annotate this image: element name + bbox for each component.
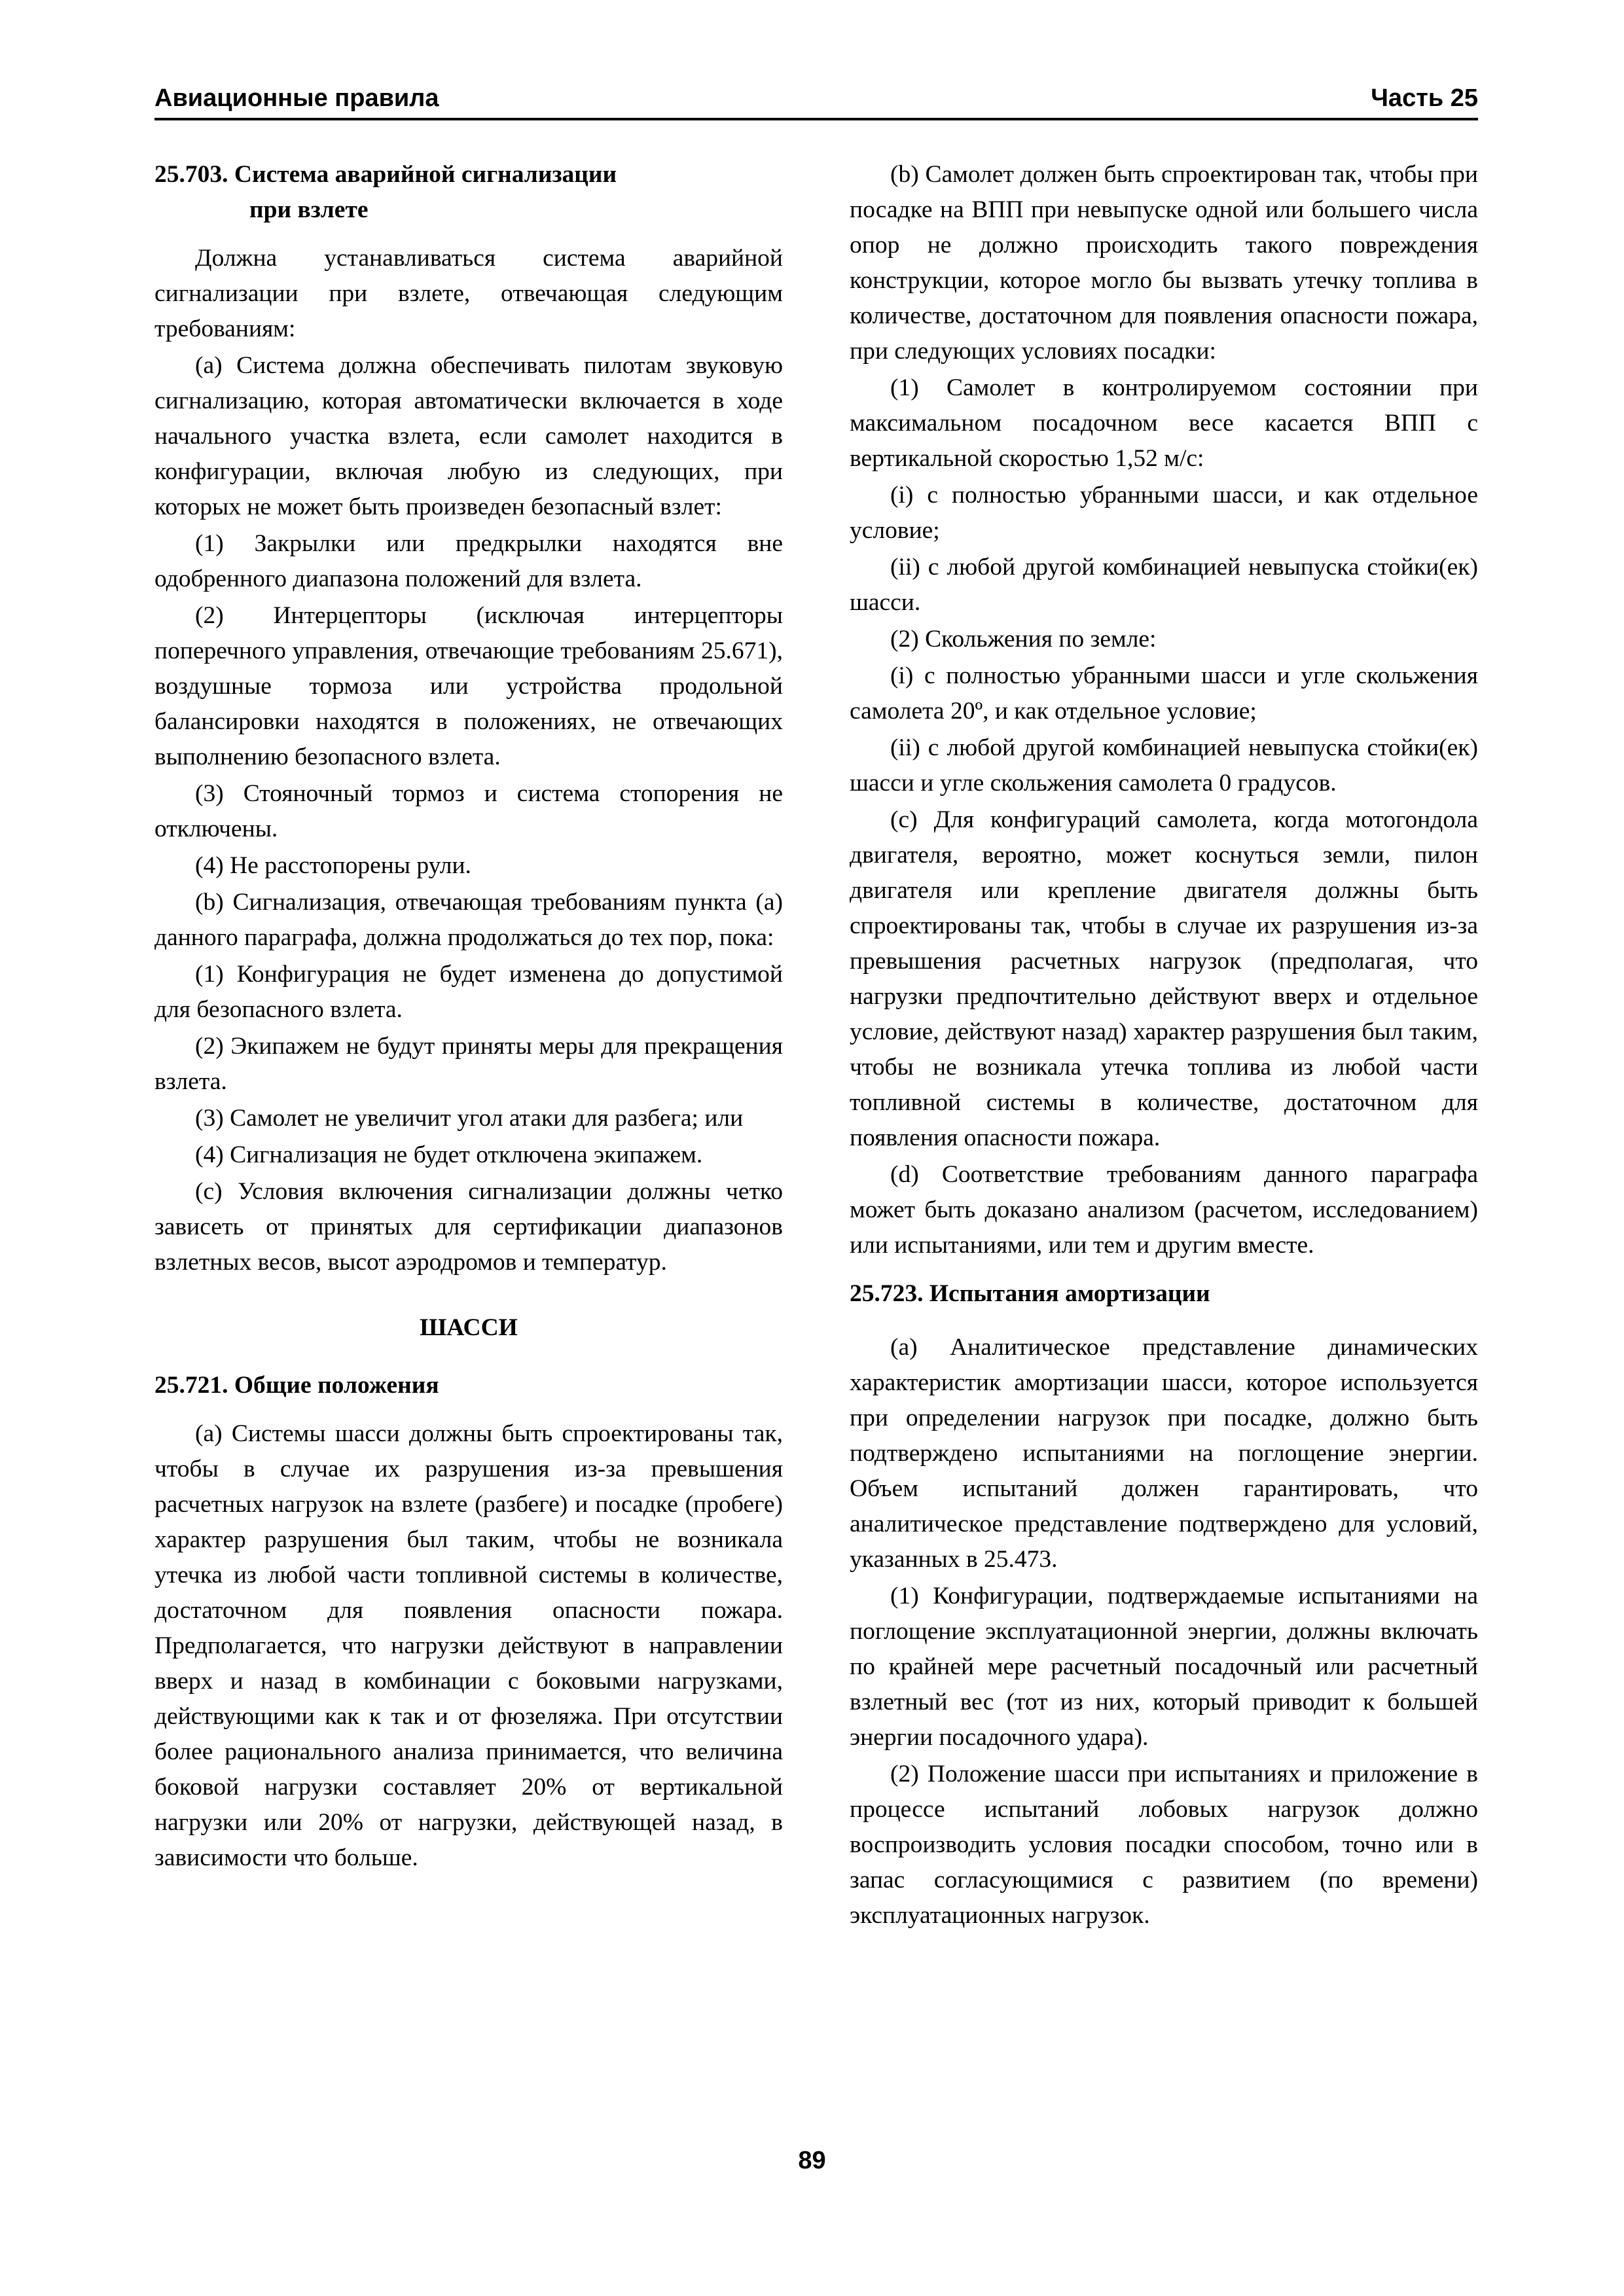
paragraph: (а) Аналитическое представление динамических характеристик амортизации шасси, которое используется при определении нагрузок при посадке, должно быть подтверждено испытаниями на поглощение энергии. Объем испытаний должен гарантировать, что аналитическое представление подтверждено для условий, указанных в 25.473.: [850, 1334, 1478, 1573]
paragraph: (ii) с любой другой комбинацией невыпуска стойки(ек) шасси.: [850, 554, 1478, 616]
paragraph: (d) Соответствие требованиям данного параграфа может быть доказано анализом (расчетом, исследованием) или испытаниями, или тем и другим вместе.: [850, 1161, 1478, 1259]
paragraph: (c) Для конфигураций самолета, когда мотогондола двигателя, вероятно, может коснуться земли, пилон двигателя или крепление двигателя должны быть спроектированы так, чтобы в случае их разрушения из-за превышения расчетных нагрузок (предполагая, что нагрузки предпочтительно действуют вверх и отдельное условие, действуют назад) характер разрушения был таким, чтобы не возникала утечка топлива из любой части топливной системы в количестве, достаточном для появления опасности пожара.: [850, 806, 1478, 1151]
section-25-723-title: 25.723. Испытания амортизации: [850, 1280, 1210, 1307]
section-title-line-1: 25.703. Система аварийной сигнализации: [154, 161, 617, 188]
header-document-title: Авиационные правила: [154, 84, 439, 112]
paragraph: (i) с полностью убранными шасси, и как отдельное условие;: [850, 482, 1478, 544]
paragraph: (1) Самолет в контролируемом состоянии при максимальном посадочном весе касается ВПП с вертикальной скоростью 1,52 м/с:: [850, 374, 1478, 472]
right-column: [850, 157, 1478, 1935]
paragraph: (4) Не расстопорены рули.: [195, 852, 471, 879]
section-title-line-2: при взлете: [249, 196, 369, 223]
paragraph: (2) Скольжения по земле:: [890, 626, 1157, 653]
section-25-721-title: 25.721. Общие положения: [154, 1372, 439, 1399]
paragraph: Должна устанавливаться система аварийной сигнализации при взлете, отвечающая следующим требованиям:: [154, 245, 783, 342]
paragraph: (а) Система должна обеспечивать пилотам звуковую сигнализацию, которая автоматически включается в ходе начального участка взлета, если самолет находится в конфигурации, включая любую из следующих, при которых не может быть произведен безопасный взлет:: [154, 352, 783, 520]
left-column: [154, 157, 783, 1877]
paragraph: (а) Системы шасси должны быть спроектированы так, чтобы в случае их разрушения из-за превышения расчетных нагрузок на взлете (разбеге) и посадке (пробеге) характер разрушения был таким, чтобы не возникала утечка из любой части топливной системы в количестве, достаточном для появления опасности пожара. Предполагается, что нагрузки действуют в направлении вверх и назад в комбинации с боковыми нагрузками, действующими как к так и от фюзеляжа. При отсутствии более рационального анализа принимается, что величина боковой нагрузки составляет 20% от вертикальной нагрузки или 20% от нагрузки, действующей назад, в зависимости что больше.: [154, 1420, 783, 1871]
paragraph: (ii) с любой другой комбинацией невыпуска стойки(ек) шасси и угле скольжения самолета 0 градусов.: [850, 734, 1478, 797]
paragraph: (2) Экипажем не будут приняты меры для прекращения взлета.: [154, 1033, 783, 1095]
section-25-703-title: [154, 157, 783, 228]
paragraph: (4) Сигнализация не будет отключена экипажем.: [195, 1141, 703, 1168]
paragraph: (b) Самолет должен быть спроектирован так, чтобы при посадке на ВПП при невыпуске одной или большего числа опор не должно происходить такого повреждения конструкции, которое могло бы вызвать утечку топлива в количестве, достаточном для появления опасности пожара, при следующих условиях посадки:: [850, 161, 1478, 365]
paragraph: (1) Конфигурации, подтверждаемые испытаниями на поглощение эксплуатационной энергии, должны включать по крайней мере расчетный посадочный или расчетный взлетный вес (тот из них, который приводит к большей энергии посадочного удара).: [850, 1583, 1478, 1751]
header-part-number: Часть 25: [1371, 84, 1478, 112]
paragraph: (3) Стояночный тормоз и система стопорения не отключены.: [154, 780, 783, 842]
paragraph: (3) Самолет не увеличит угол атаки для разбега; или: [195, 1105, 744, 1132]
chapter-heading-chassis: ШАССИ: [420, 1314, 518, 1341]
paragraph: (2) Положение шасси при испытаниях и приложение в процессе испытаний лобовых нагрузок должно воспроизводить условия посадки способом, точно или в запас согласующимися с развитием (по времени) эксплуатационных нагрузок.: [850, 1761, 1478, 1929]
paragraph: (с) Условия включения сигнализации должны четко зависеть от принятых для сертификации диапазонов взлетных весов, высот аэродромов и температур.: [154, 1178, 783, 1276]
paragraph: (i) с полностью убранными шасси и угле скольжения самолета 20º, и как отдельное условие;: [850, 662, 1478, 725]
paragraph: (1) Конфигурация не будет изменена до допустимой для безопасного взлета.: [154, 961, 783, 1023]
page-number: 89: [798, 2147, 826, 2174]
paragraph: (2) Интерцепторы (исключая интерцепторы поперечного управления, отвечающие требованиям 25.671), воздушные тормоза или устройства продольной балансировки находятся в положениях, не отвечающих выполнению безопасного взлета.: [154, 602, 783, 770]
paragraph: (1) Закрылки или предкрылки находятся вне одобренного диапазона положений для взлета.: [154, 530, 783, 592]
paragraph: (b) Сигнализация, отвечающая требованиям пункта (а) данного параграфа, должна продолжаться до тех пор, пока:: [154, 889, 783, 951]
running-header: [154, 77, 1478, 120]
